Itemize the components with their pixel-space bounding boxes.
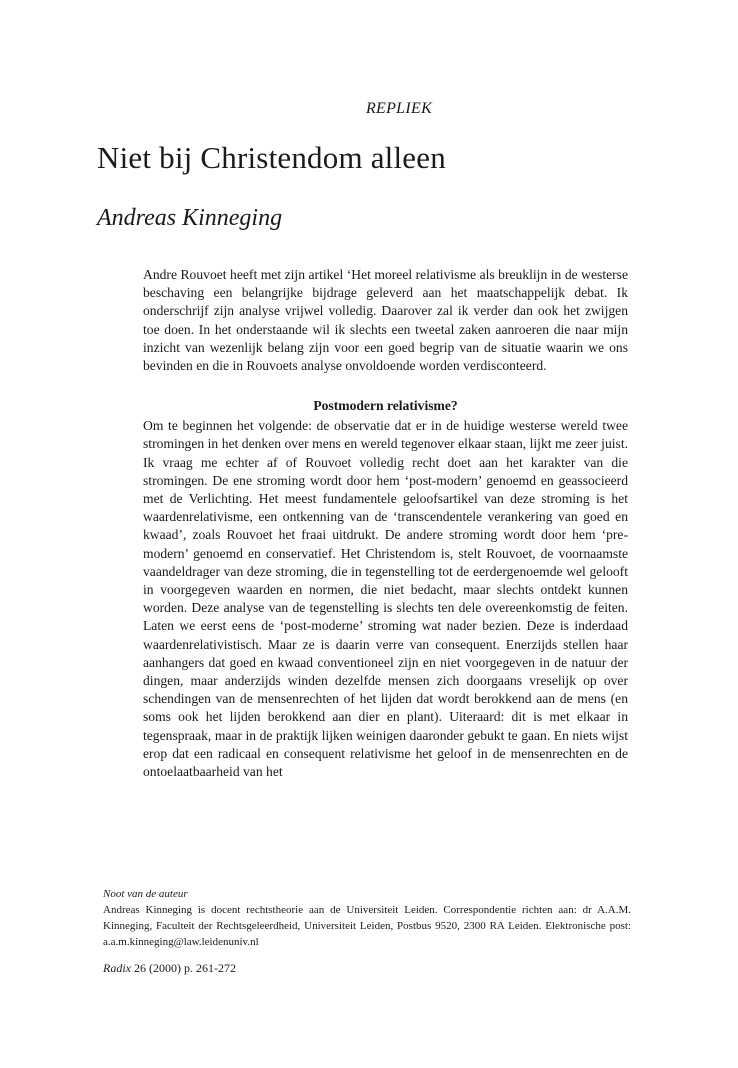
- article-body: [143, 266, 628, 781]
- section-label: REPLIEK: [365, 100, 433, 117]
- article-author: Andreas Kinneging: [97, 205, 283, 231]
- intro-paragraph: Andre Rouvoet heeft met zijn artikel ‘Het moreel relativisme als breuklijn in de westerse beschaving een belangrijke bijdrage geleverd aan het maatschappelijk debat. Ik onderschrijf zijn analyse vrijwel volledig. Daarover zal ik verder dan ook het zwijgen toe doen. In het onderstaande wil ik slechts een tweetal zaken aanroeren die naar mijn inzicht van wezenlijk belang zijn voor een goed begrip van de situatie waarin we ons bevinden en die in Rouvoets analyse onvoldoende worden verdisconteerd.: [143, 267, 628, 374]
- footnote-text: Andreas Kinneging is docent rechtstheorie aan de Universiteit Leiden. Correspondentie richten aan: dr A.A.M. Kinneging, Faculteit der Rechtsgeleerdheid, Universiteit Leiden, Postbus 9520, 2300 RA Leiden. Elektronische post: a.a.m.kinneging@law.leidenuniv.nl: [103, 904, 631, 948]
- footnote-heading: Noot van de auteur: [103, 888, 188, 900]
- section-heading: Postmodern relativisme?: [313, 398, 458, 414]
- journal-name: Radix: [103, 961, 131, 975]
- citation-details: 26 (2000) p. 261-272: [134, 961, 236, 975]
- journal-citation: [103, 961, 236, 976]
- author-footnote: [103, 886, 631, 950]
- article-title: Niet bij Christendom alleen: [97, 140, 446, 175]
- body-paragraph: Om te beginnen het volgende: de observatie dat er in de huidige westerse wereld twee stromingen in het denken over mens en wereld tegenover elkaar staan, lijkt me zeer juist. Ik vraag me echter af of Rouvoet volledig recht doet aan het karakter van die stromingen. De ene stroming wordt door hem ‘post-modern’ genoemd en geassocieerd met de Verlichting. Het meest fundamentele geloofsartikel van deze stroming is het waardenrelativisme, een ontkenning van de ‘transcendentele verankering van goed en kwaad’, zoals Rouvoet het fraai uitdrukt. De andere stroming wordt door hem ‘pre-modern’ genoemd en conservatief. Het Christendom is, stelt Rouvoet, de voornaamste vaandeldrager van deze stroming, die in tegenstelling tot de eerdergenoemde wel gelooft in voorgegeven waarden en normen, die niet bedacht, maar slechts ontdekt kunnen worden. Deze analyse van de tegenstelling is slechts ten dele overeenkomstig de feiten. Laten we eerst eens de ‘post-moderne’ stroming wat nader bezien. Deze is inderdaad waardenrelativistisch. Maar ze is daarin verre van consequent. Enerzijds stellen haar aanhangers dat goed en kwaad conventioneel zijn en niet voorgegeven in de natuur der dingen, maar anderzijds winden dezelfde mensen zich doorgaans vreselijk op over schendingen van de mensenrechten of het lijden dat wordt berokkend aan de mens (en soms ook het lijden berokkend aan dier en plant). Uiteraard: dit is met elkaar in tegenspraak, maar in de praktijk lijken weinigen daaronder gebukt te gaan. En niets wijst erop dat een radicaal en consequent relativisme het geloof in de mensenrechten en de ontoelaatbaarheid van het: [143, 418, 628, 780]
